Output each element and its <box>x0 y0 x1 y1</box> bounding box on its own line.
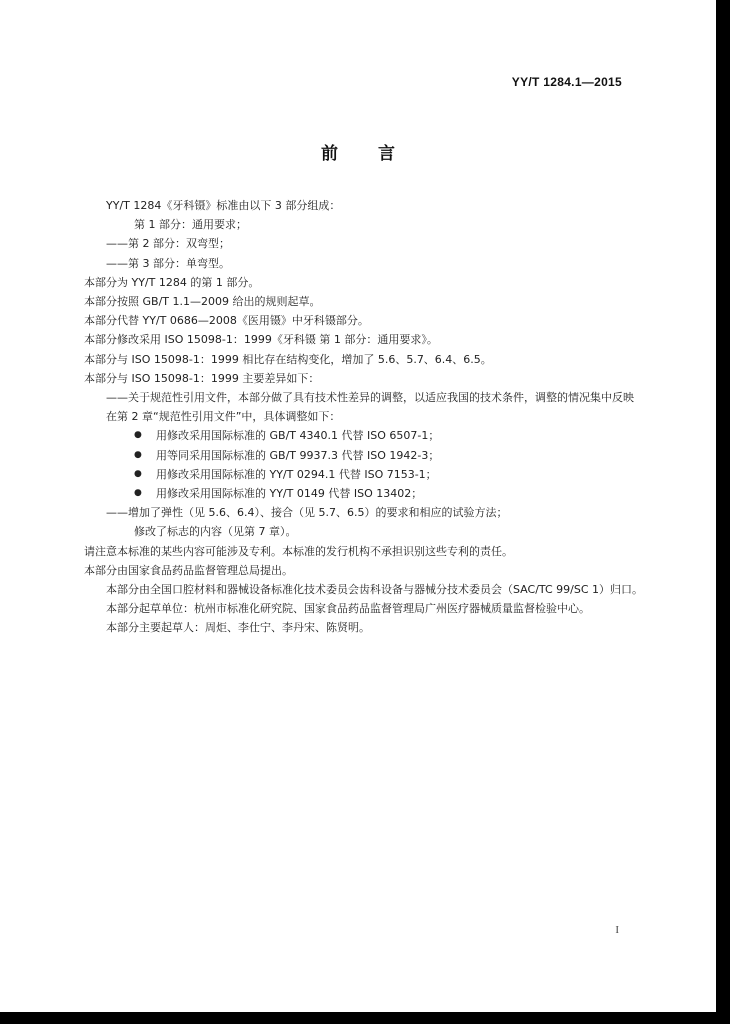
list-item-text: 用修改采用国际标准的 YY/T 0149 代替 ISO 13402； <box>156 487 423 501</box>
paragraph: 本部分由国家食品药品监督管理总局提出。 <box>84 563 293 577</box>
paragraph: 本部分代替 YY/T 0686—2008《医用镊》中牙科镊部分。 <box>84 314 369 328</box>
list-item <box>84 446 644 465</box>
list-item <box>84 484 644 503</box>
bullet-icon: ● <box>134 430 142 441</box>
paragraph: 本部分与 ISO 15098-1：1999 相比存在结构变化，增加了 5.6、5.7、6.4、6.5。 <box>84 352 492 366</box>
paragraph: 本部分按照 GB/T 1.1—2009 给出的规则起草。 <box>84 295 321 309</box>
page-title: 前言 <box>321 144 435 164</box>
paragraph-intro: YY/T 1284《牙科镊》标准由以下 3 部分组成： <box>106 199 341 212</box>
page-number: I <box>615 924 619 936</box>
paragraph: 修改了标志的内容（见第 7 章）。 <box>134 525 297 539</box>
bullet-icon: ● <box>134 468 142 479</box>
list-item-text: 用等同采用国际标准的 GB/T 9937.3 代替 ISO 1942-3； <box>156 448 440 462</box>
paragraph-part3: ——第 3 部分：单弯型。 <box>106 256 230 270</box>
body-text <box>84 196 644 638</box>
list-item-text: 用修改采用国际标准的 GB/T 4340.1 代替 ISO 6507-1； <box>156 429 440 443</box>
list-item <box>84 465 644 484</box>
bullet-icon: ● <box>134 488 142 499</box>
paragraph: 本部分起草单位：杭州市标准化研究院、国家食品药品监督管理局广州医疗器械质量监督检验中心。 <box>106 602 590 616</box>
paragraph-part1: 第 1 部分：通用要求； <box>134 218 247 232</box>
paragraph: 本部分为 YY/T 1284 的第 1 部分。 <box>84 275 260 289</box>
paragraph: 本部分修改采用 ISO 15098-1：1999《牙科镊 第 1 部分：通用要求》。 <box>84 333 438 347</box>
paragraph: 本部分与 ISO 15098-1：1999 主要差异如下： <box>84 371 320 385</box>
paragraph: 本部分由全国口腔材料和器械设备标准化技术委员会齿科设备与器械分技术委员会（SAC/TC 99/SC 1）归口。 <box>106 583 644 597</box>
list-item-text: 用修改采用国际标准的 YY/T 0294.1 代替 ISO 7153-1； <box>156 467 437 481</box>
paragraph-normative-refs: ——关于规范性引用文件，本部分做了具有技术性差异的调整，以适应我国的技术条件，调整的情况集中反映在第 2 章“规范性引用文件”中，具体调整如下： <box>106 391 634 424</box>
list-item <box>84 426 644 445</box>
paragraph-part2: ——第 2 部分：双弯型； <box>106 237 230 251</box>
bullet-icon: ● <box>134 449 142 460</box>
paragraph: 本部分主要起草人：周炬、李仕宁、李丹宋、陈贤明。 <box>106 621 370 635</box>
paragraph: 请注意本标准的某些内容可能涉及专利。本标准的发行机构不承担识别这些专利的责任。 <box>84 544 513 558</box>
standard-identifier: YY/T 1284.1—2015 <box>511 75 622 89</box>
paragraph: ——增加了弹性（见 5.6、6.4）、接合（见 5.7、6.5）的要求和相应的试验方法； <box>106 506 508 520</box>
